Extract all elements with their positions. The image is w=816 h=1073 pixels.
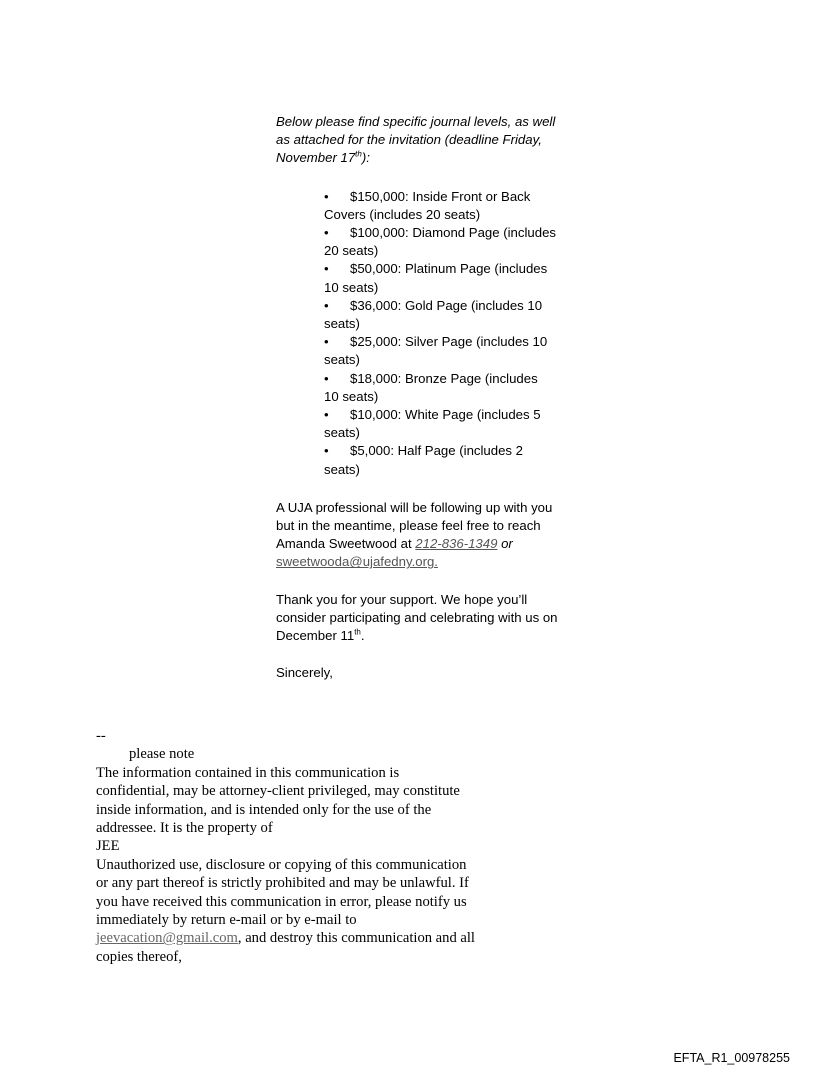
- bullet-icon: •: [324, 407, 329, 423]
- bullet-icon: •: [324, 225, 329, 241]
- level-text: $25,000: Silver Page (includes 10 seats): [324, 334, 548, 368]
- level-text: $18,000: Bronze Page (includes 10 seats): [324, 370, 538, 404]
- list-item: [324, 333, 556, 369]
- followup-paragraph: [276, 499, 566, 572]
- level-text: $5,000: Half Page (includes 2 seats): [324, 443, 524, 477]
- level-text: $10,000: White Page (includes 5 seats): [324, 407, 541, 441]
- list-item: [324, 442, 556, 478]
- followup-or: or: [497, 536, 513, 552]
- email-disclaimer: [96, 727, 476, 966]
- level-text: $50,000: Platinum Page (includes 10 seats): [324, 261, 548, 295]
- signature-separator: --: [96, 728, 106, 744]
- email-link[interactable]: sweetwooda@ujafedny.org.: [276, 554, 438, 570]
- list-item: [324, 370, 556, 406]
- disclaimer-body-2: [96, 856, 476, 966]
- bullet-icon: •: [324, 334, 329, 350]
- level-text: $100,000: Diamond Page (includes 20 seats): [324, 225, 557, 259]
- disclaimer-body-2-text: Unauthorized use, disclosure or copying of this communication or any part thereof is strictly prohibited and may be unlawful. If you have received this communication in error, please notify us immediately by return e-mail or by e-mail to: [96, 856, 469, 929]
- closing: Sincerely,: [276, 665, 333, 681]
- journal-levels-intro: [276, 113, 566, 168]
- level-text: $150,000: Inside Front or Back Covers (includes 20 seats): [324, 188, 531, 222]
- bullet-icon: •: [324, 188, 329, 204]
- list-item: [324, 406, 556, 442]
- journal-levels-list: [324, 188, 556, 479]
- thanks-paragraph: [276, 591, 566, 646]
- disclaimer-body-3-text: , and destroy this communication and all copies thereof,: [96, 930, 475, 965]
- thanks-text: Thank you for your support. We hope you’ll consider participating and celebrating with us on December 11: [276, 591, 558, 644]
- intro-superscript: th: [355, 150, 362, 160]
- list-item: [324, 224, 556, 260]
- list-item: [324, 297, 556, 333]
- disclaimer-owner: JEE: [96, 838, 120, 855]
- list-item: [324, 188, 556, 224]
- intro-text: Below please find specific journal levels, as well as attached for the invitation (deadline Friday, November 17: [276, 114, 556, 166]
- bullet-icon: •: [324, 370, 329, 386]
- document-id: EFTA_R1_00978255: [673, 1051, 790, 1065]
- phone-link[interactable]: 212-836-1349: [415, 536, 498, 552]
- bullet-icon: •: [324, 443, 329, 459]
- thanks-superscript: th: [354, 627, 361, 637]
- list-item: [324, 260, 556, 296]
- followup-text: A UJA professional will be following up with you but in the meantime, please feel free to reach Amanda Sweetwood at: [276, 499, 553, 552]
- bullet-icon: •: [324, 261, 329, 277]
- disclaimer-email-link[interactable]: jeevacation@gmail.com: [96, 930, 238, 947]
- please-note: please note: [129, 746, 195, 763]
- intro-end: ):: [361, 150, 370, 166]
- thanks-end: .: [360, 628, 365, 644]
- disclaimer-body-1: The information contained in this communication is confidential, may be attorney-client privileged, may constitute inside information, and is intended only for the use of the addressee. It is the property of: [96, 764, 460, 837]
- level-text: $36,000: Gold Page (includes 10 seats): [324, 297, 543, 332]
- letter-body: [276, 113, 566, 701]
- bullet-icon: •: [324, 297, 329, 313]
